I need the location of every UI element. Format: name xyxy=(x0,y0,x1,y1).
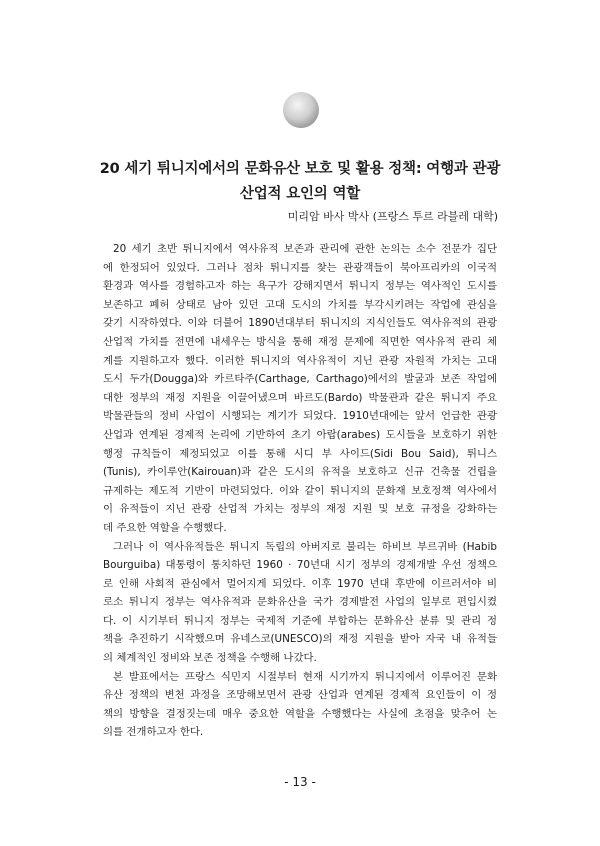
paragraph-2-line: 다. 이 시기부터 튀니지 정부는 국제적 기준에 부합하는 문화유산 분류 및 관리 정 xyxy=(103,614,497,627)
paragraph-1-line: 20 세기 초반 튀니지에서 역사유적 보존과 관리에 관한 논의는 소수 전문가 집단 xyxy=(113,243,497,255)
body-text xyxy=(103,240,497,742)
paragraph-1-line: 이 유적들이 지닌 관광 산업적 가치는 정부의 재정 지원 및 보호 규정을 강화하는 xyxy=(103,503,497,516)
paragraph-3-line: 책의 방향을 결정짓는데 매우 중요한 역할을 수행했다는 사실에 초점을 맞추어 논 xyxy=(103,707,497,720)
paragraph-2-line: 로소 튀니지 정부는 역사유적과 문화유산을 국가 경제발전 사업의 일부로 편입시켰 xyxy=(103,596,497,609)
paragraph-2-line: 로 인해 사회적 관심에서 멀어지게 되었다. 이후 1970 년대 후반에 이르러서야 비 xyxy=(103,577,497,590)
paragraph-1-line: 도시 두가(Dougga)와 카르타주(Carthage, Carthago)에서의 발굴과 보존 작업에 xyxy=(103,373,497,386)
paragraph-3-line: 의를 전개하고자 한다. xyxy=(103,726,204,739)
paragraph-1-line: 데 주요한 역할을 수행했다. xyxy=(103,521,227,534)
paragraph-2-line: 책을 추진하기 시작했으며 유네스코(UNESCO)의 재정 지원을 받아 자국 내 유적들 xyxy=(103,633,497,646)
paragraph-2-line: 의 체계적인 정비와 보존 정책을 수행해 나갔다. xyxy=(103,652,317,665)
title-line-1: 20 세기 튀니지에서의 문화유산 보호 및 활용 정책: 여행과 관광 xyxy=(99,161,501,177)
paragraph-1-line: 갖기 시작하였다. 이와 더불어 1890년대부터 튀니지의 지식인들도 역사유적의 관광 xyxy=(103,317,497,330)
paragraph-1-line: 규제하는 제도적 기반이 마련되었다. 이와 같이 튀니지의 문화재 보호정책 역사에서 xyxy=(103,484,497,497)
paragraph-1-line: 환경과 역사를 경험하고자 하는 욕구가 강해지면서 튀니지 정부는 역사적인 도시를 xyxy=(103,280,497,293)
decorative-sphere xyxy=(283,92,319,128)
paragraph-1-line: 에 한정되어 있었다. 그러나 점차 튀니지를 찾는 관광객들이 북아프리카의 이국적 xyxy=(103,261,497,274)
title-line-2: 산업적 요인의 역할 xyxy=(239,186,361,202)
paragraph-1-line: 보존하고 폐허 상태로 남아 있던 고대 도시의 가치를 부각시키려는 작업에 관심을 xyxy=(103,298,497,311)
paragraph-1-line: (Tunis), 카이루안(Kairouan)과 같은 도시의 유적을 보호하고 신규 건축물 건립을 xyxy=(103,466,497,479)
paragraph-3-line: 유산 정책의 변천 과정을 조망해보면서 관광 산업과 연계된 경제적 요인들이 이 정 xyxy=(103,689,497,702)
paragraph-1-line: 산업과 연계된 경제적 논리에 기반하여 초기 아랍(arabes) 도시들을 보호하기 위한 xyxy=(103,428,497,441)
paragraph-2-line: Bourguiba) 대통령이 통치하던 1960 · 70년대 시기 정부의 경제개발 우선 정책으 xyxy=(103,559,497,572)
paragraph-1-line: 행정 규칙들이 제정되었고 이를 통해 시디 부 사이드(Sidi Bou Said), 튀니스 xyxy=(103,447,497,460)
paragraph-1-line: 대한 정부의 재정 지원을 이끌어냈으며 바르도(Bardo) 박물관과 같은 튀니지 주요 xyxy=(103,391,497,404)
paragraph-1-line: 계를 지원하고자 했다. 이러한 튀니지의 역사유적이 지닌 관광 자원적 가치는 고대 xyxy=(103,354,497,367)
paragraph-1-line: 산업적 가치를 전면에 내세우는 방식을 통해 재정 문제에 직면한 역사유적 관리 체 xyxy=(103,335,497,348)
page-number: - 13 - xyxy=(284,775,316,789)
paragraph-2-line: 그러나 이 역사유적들은 튀니지 독립의 아버지로 불리는 하비브 부르귀바 (Habib xyxy=(113,540,497,553)
paragraph-3-line: 본 발표에서는 프랑스 식민지 시절부터 현재 시기까지 튀니지에서 이루어진 문화 xyxy=(113,670,497,683)
paragraph-1-line: 박물관들의 정비 사업이 시행되는 계기가 되었다. 1910년대에는 앞서 언급한 관광 xyxy=(103,410,497,423)
author-line: 미리암 바사 박사 (프랑스 투르 라블레 대학) xyxy=(287,210,498,223)
